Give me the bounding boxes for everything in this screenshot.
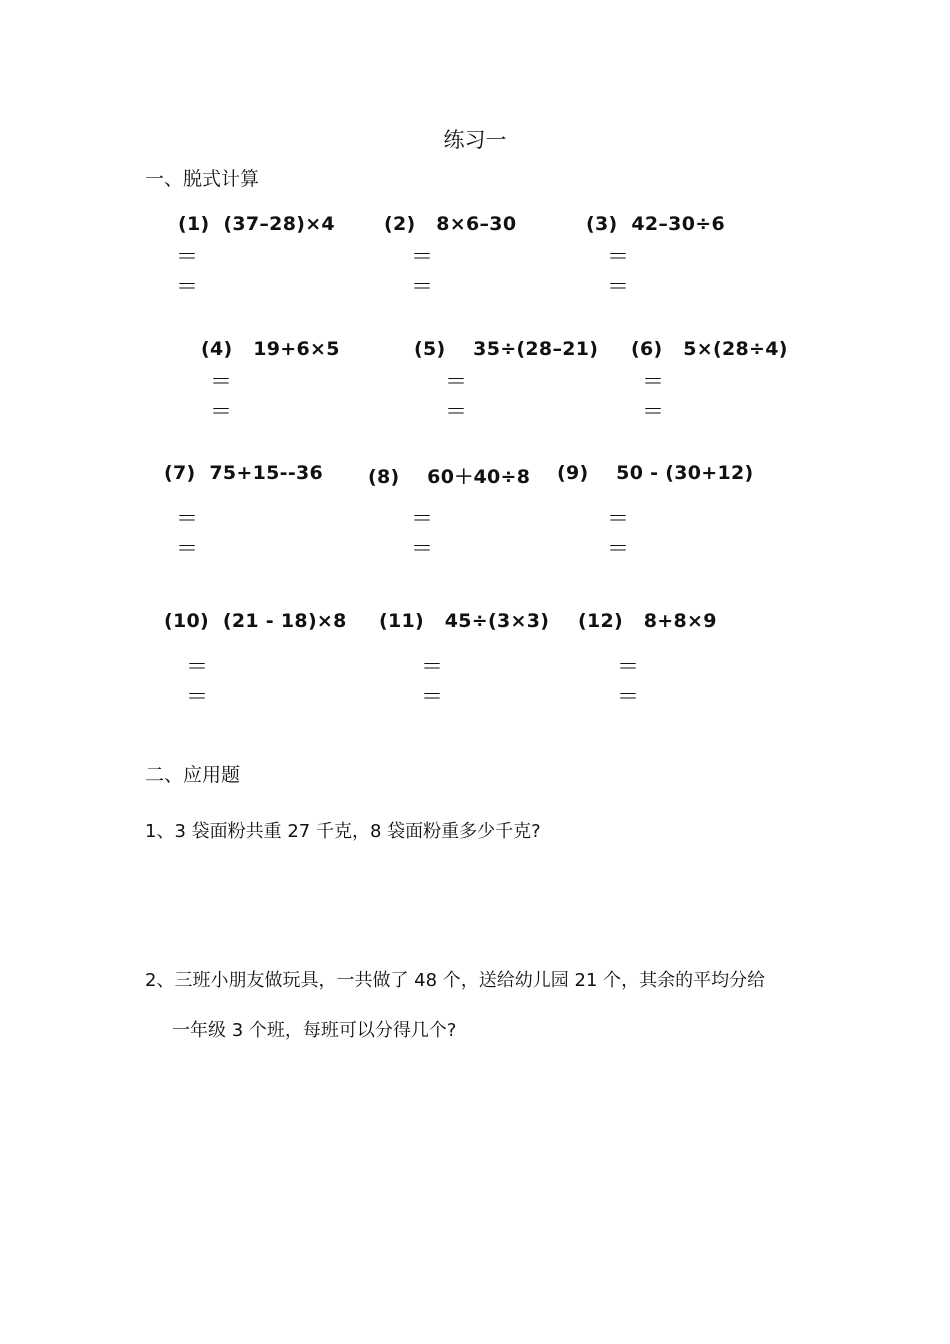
equals-sign: ＝ <box>176 537 199 562</box>
equals-sign: ＝ <box>421 685 444 710</box>
problem-label: (9) <box>557 462 589 484</box>
problem-label: (2) <box>384 213 416 235</box>
equals-sign: ＝ <box>411 245 434 270</box>
problem-label: (10) <box>164 610 210 632</box>
problem-label: (1) <box>178 213 210 235</box>
problem-label: (5) <box>414 338 446 360</box>
problem-4 <box>201 338 340 360</box>
equals-sign: ＝ <box>411 507 434 532</box>
problem-label: (11) <box>379 610 425 632</box>
problem-expression: 50 - (30+12) <box>616 462 754 484</box>
problem-expression: 42–30÷6 <box>631 213 725 235</box>
problem-1 <box>178 213 335 235</box>
word-problem-1: 1、3 袋面粉共重 27 千克，8 袋面粉重多少千克? <box>145 821 541 842</box>
equals-sign: ＝ <box>642 400 665 425</box>
equals-sign: ＝ <box>617 685 640 710</box>
problem-label: (12) <box>578 610 624 632</box>
problem-label: (6) <box>631 338 663 360</box>
equals-sign: ＝ <box>445 400 468 425</box>
equals-sign: ＝ <box>607 537 630 562</box>
equals-sign: ＝ <box>411 275 434 300</box>
problem-expression: (37–28)×4 <box>223 213 335 235</box>
problem-5 <box>414 338 598 360</box>
equals-sign: ＝ <box>176 275 199 300</box>
problem-8 <box>368 462 530 489</box>
word-problem-2-line-2: 一年级 3 个班，每班可以分得几个? <box>172 1020 457 1041</box>
equals-sign: ＝ <box>210 400 233 425</box>
equals-sign: ＝ <box>186 685 209 710</box>
problem-label: (4) <box>201 338 233 360</box>
problem-expression: 75+15--36 <box>209 462 324 484</box>
problem-label: (7) <box>164 462 196 484</box>
problem-3 <box>586 213 725 235</box>
problem-12 <box>578 610 717 632</box>
problem-expression: 8×6–30 <box>436 213 517 235</box>
problem-6 <box>631 338 788 360</box>
equals-sign: ＝ <box>176 245 199 270</box>
section-heading-word-problems: 二、应用题 <box>145 764 241 786</box>
equals-sign: ＝ <box>617 655 640 680</box>
problem-label: (3) <box>586 213 618 235</box>
equals-sign: ＝ <box>642 370 665 395</box>
equals-sign: ＝ <box>411 537 434 562</box>
problem-10 <box>164 610 347 632</box>
problem-7 <box>164 462 323 484</box>
equals-sign: ＝ <box>210 370 233 395</box>
equals-sign: ＝ <box>421 655 444 680</box>
problem-expression: 35÷(28–21) <box>473 338 599 360</box>
problem-expression: 5×(28÷4) <box>683 338 788 360</box>
section-heading-calculation: 一、脱式计算 <box>145 168 260 190</box>
equals-sign: ＝ <box>607 245 630 270</box>
problem-2 <box>384 213 516 235</box>
equals-sign: ＝ <box>186 655 209 680</box>
problem-11 <box>379 610 549 632</box>
problem-expression: 8+8×9 <box>643 610 717 632</box>
problem-label: (8) <box>368 466 400 488</box>
equals-sign: ＝ <box>607 275 630 300</box>
equals-sign: ＝ <box>176 507 199 532</box>
problem-9 <box>557 462 754 484</box>
problem-expression: 60＋40÷8 <box>427 466 531 488</box>
equals-sign: ＝ <box>445 370 468 395</box>
equals-sign: ＝ <box>607 507 630 532</box>
page-title: 练习一 <box>443 128 507 152</box>
problem-expression: (21 - 18)×8 <box>222 610 347 632</box>
problem-expression: 45÷(3×3) <box>444 610 550 632</box>
word-problem-2-line-1: 2、三班小朋友做玩具，一共做了 48 个，送给幼儿园 21 个，其余的平均分给 <box>145 970 766 991</box>
problem-expression: 19+6×5 <box>253 338 340 360</box>
